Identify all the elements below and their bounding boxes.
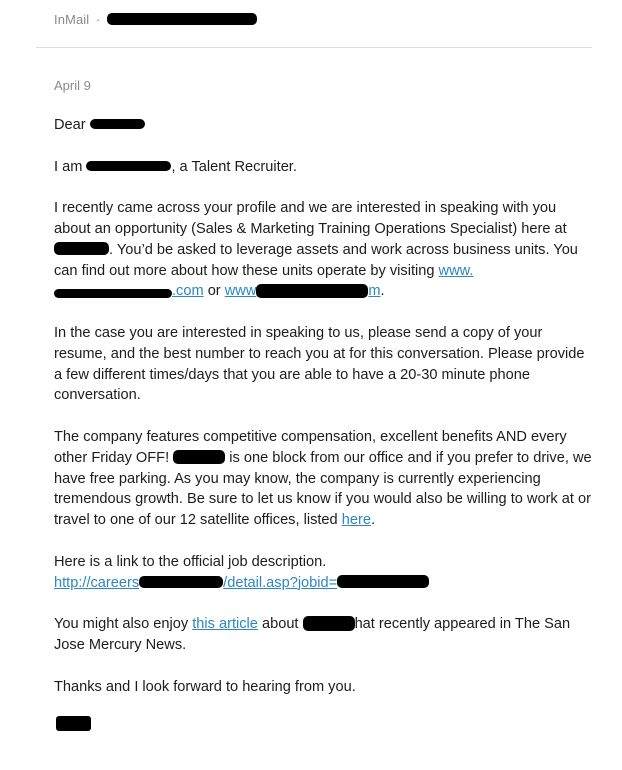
intro-pre: I am — [54, 158, 83, 175]
redacted-article-subject — [303, 616, 355, 631]
p3-text-b: is one block from our office and if you prefer to drive, we have free parking. As you may know, the company is currently experiencing tremendous growth. Be sure to let us know if you would also be willing to work at or travel to one of our 12 satellite offices, listed — [54, 449, 592, 529]
greeting-text: Dear — [54, 117, 86, 133]
inmail-label: InMail — [54, 12, 90, 27]
paragraph-article — [54, 614, 594, 656]
p5-text-b: about — [261, 616, 299, 633]
redacted-url-part-2 — [337, 575, 429, 588]
redacted-company-name — [54, 242, 109, 255]
redacted-recipient-name — [90, 119, 145, 129]
paragraph-job-description — [54, 552, 594, 594]
redacted-url-part-1 — [139, 576, 223, 588]
intro-post: , a Talent Recruiter. — [171, 158, 297, 175]
header-separator: · — [96, 12, 101, 27]
link2-end: m — [368, 283, 381, 300]
link1-end: .com — [172, 283, 204, 300]
redacted-domain-1 — [54, 289, 172, 298]
redacted-domain-2 — [256, 284, 368, 298]
p1-text-a: I recently came across your profile and we are interested in speaking with you about an opportunity (Sales & Marketing Training Operations Specialist) here at — [54, 200, 567, 237]
paragraph-benefits — [54, 427, 594, 531]
message-body — [54, 115, 594, 718]
job-description-text: Here is a link to the official job description. — [54, 553, 327, 570]
job-link-b: /detail.asp?jobid= — [223, 574, 338, 591]
redacted-sender-name — [86, 161, 171, 171]
p5-text-c: hat recently appeared in The San Jose Mercury News. — [54, 616, 571, 653]
redacted-location — [173, 450, 225, 464]
p1-or: or — [207, 283, 221, 300]
link1-start: www. — [438, 262, 474, 279]
p5-text-a: You might also enjoy — [54, 616, 189, 633]
redacted-signature — [56, 716, 91, 731]
p1-text-b: . You’d be asked to leverage assets and work across business units. You can find out more about how these units operate by visiting — [54, 241, 578, 279]
message-header — [54, 12, 257, 27]
job-link-a: http://careers — [54, 574, 140, 591]
link2-start: www — [224, 283, 257, 300]
redacted-subject — [107, 13, 257, 25]
paragraph-resume: In the case you are interested in speaking to us, please send a copy of your resume, and the best number to reach you at for this conversation. Please provide a few different times/days that you are able to have a 20-30 minute phone conversation. — [54, 324, 585, 404]
p3-end: . — [370, 512, 376, 529]
closing-line: Thanks and I look forward to hearing from you. — [54, 678, 356, 695]
intro-line — [54, 157, 594, 178]
p3-text-a: The company features competitive compensation, excellent benefits AND every other Friday OFF! — [54, 428, 567, 466]
greeting-line — [54, 115, 594, 136]
second-website-link[interactable] — [225, 283, 381, 299]
article-link[interactable]: this article — [192, 616, 258, 633]
message-date: April 9 — [54, 78, 91, 93]
header-divider — [36, 47, 592, 48]
satellite-offices-link[interactable]: here — [341, 512, 371, 529]
job-description-link[interactable] — [54, 575, 337, 591]
p1-end: . — [380, 283, 385, 300]
paragraph-opportunity — [54, 198, 594, 302]
